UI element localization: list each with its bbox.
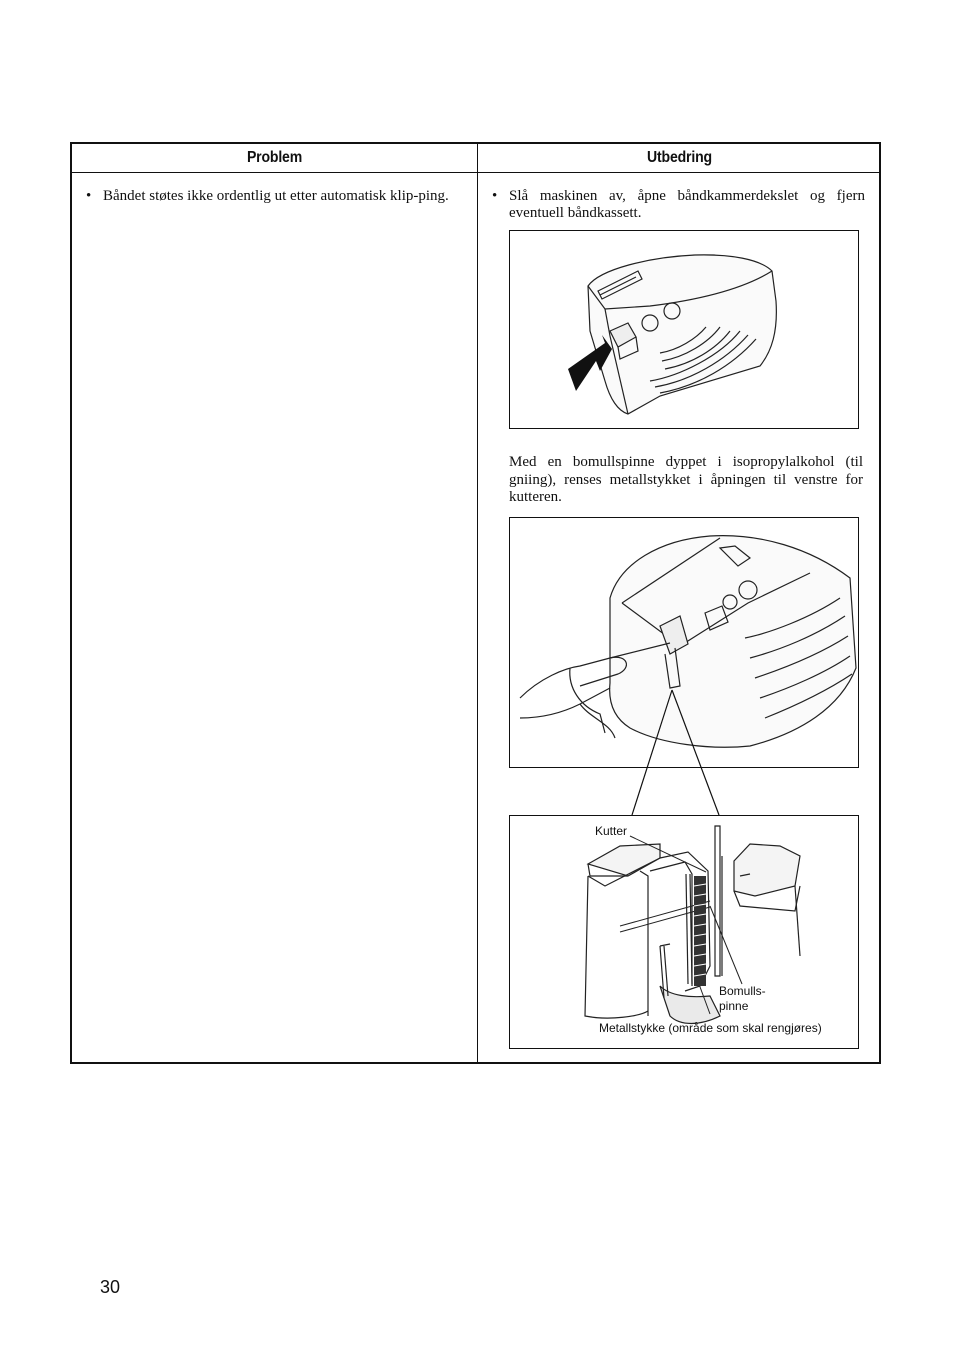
bullet-point: • <box>492 188 498 204</box>
page-number: 30 <box>100 1277 121 1297</box>
troubleshooting-table <box>70 142 881 1064</box>
figure-cutter-detail <box>509 815 859 1049</box>
header-remedy: Utbedring <box>647 149 712 166</box>
header-problem: Problem <box>246 149 303 166</box>
remedy-step-1-text: Slå maskinen av, åpne båndkammerdekslet og fjern eventuell båndkassett. <box>509 188 865 221</box>
bullet-point: • <box>86 188 92 204</box>
cutter-detail-illustration <box>510 816 858 1048</box>
remedy-step-2-text: Med en bomullspinne dyppet i isopropylalkohol (til gniing), renses metallstykket i åpningen til venstre for kutteren. <box>509 454 863 505</box>
callout-swab-line-1: Bomulls- <box>719 984 766 998</box>
problem-text: Båndet støtes ikke ordentlig ut etter automatisk klip-ping. <box>103 188 449 204</box>
callout-swab <box>719 984 766 1014</box>
callout-metal-piece: Metallstykke (område som skal rengjøres) <box>599 1021 822 1035</box>
callout-swab-line-2: pinne <box>719 999 749 1013</box>
callout-cutter: Kutter <box>595 824 628 838</box>
